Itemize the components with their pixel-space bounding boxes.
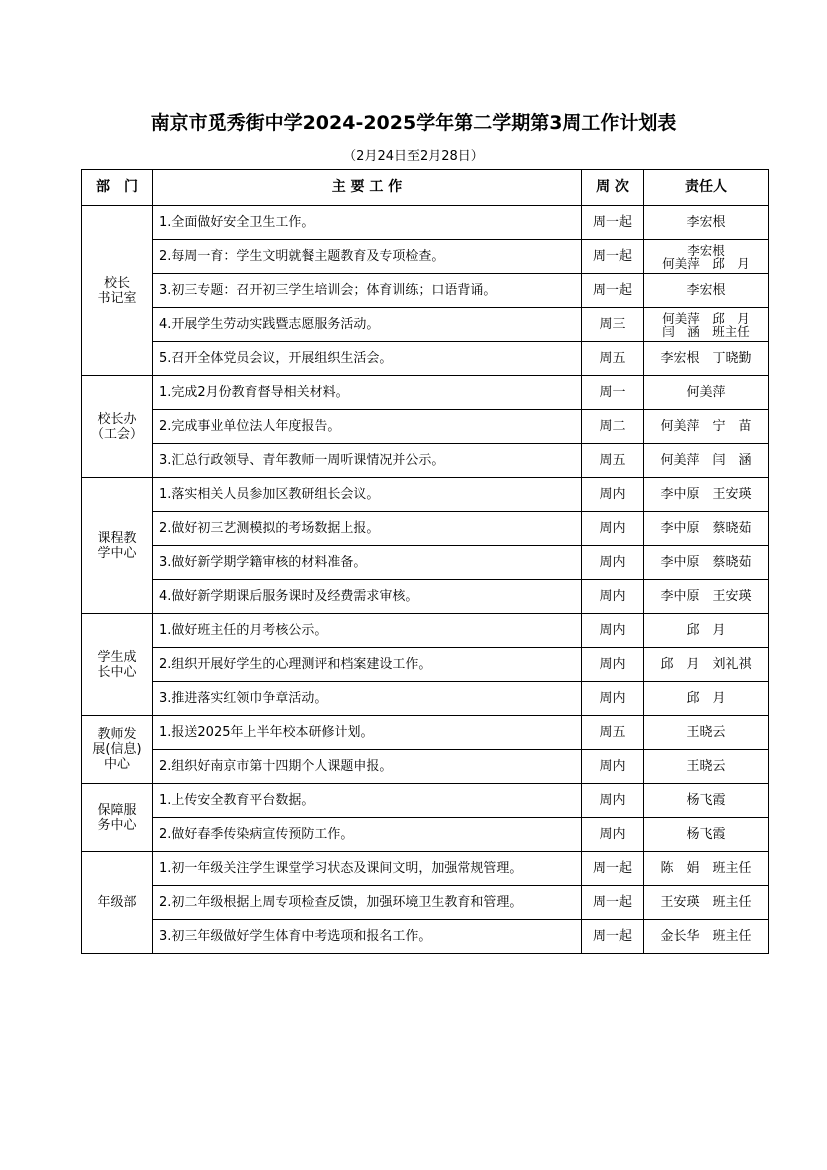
week-cell: 周内 bbox=[582, 546, 644, 580]
department-cell: 校长 书记室 bbox=[82, 206, 153, 376]
week-cell: 周内 bbox=[582, 580, 644, 614]
table-row bbox=[82, 614, 769, 648]
task-cell: 1.做好班主任的月考核公示。 bbox=[153, 614, 582, 648]
table-row bbox=[82, 274, 769, 308]
table-row bbox=[82, 750, 769, 784]
table-row bbox=[82, 410, 769, 444]
task-cell: 4.做好新学期课后服务课时及经费需求审核。 bbox=[153, 580, 582, 614]
table-row bbox=[82, 240, 769, 274]
table-row bbox=[82, 818, 769, 852]
task-cell: 2.初二年级根据上周专项检查反馈，加强环境卫生教育和管理。 bbox=[153, 886, 582, 920]
week-cell: 周一起 bbox=[582, 852, 644, 886]
responsible-cell: 陈 娟 班主任 bbox=[644, 852, 769, 886]
task-cell: 3.推进落实红领巾争章活动。 bbox=[153, 682, 582, 716]
week-cell: 周内 bbox=[582, 614, 644, 648]
task-cell: 1.报送2025年上半年校本研修计划。 bbox=[153, 716, 582, 750]
task-cell: 3.初三专题：召开初三学生培训会；体育训练；口语背诵。 bbox=[153, 274, 582, 308]
department-cell: 课程教 学中心 bbox=[82, 478, 153, 614]
department-cell: 保障服 务中心 bbox=[82, 784, 153, 852]
responsible-cell: 邱 月 刘礼祺 bbox=[644, 648, 769, 682]
task-cell: 2.组织开展好学生的心理测评和档案建设工作。 bbox=[153, 648, 582, 682]
responsible-cell: 金长华 班主任 bbox=[644, 920, 769, 954]
department-cell: 教师发 展(信息) 中心 bbox=[82, 716, 153, 784]
task-cell: 2.做好初三艺测模拟的考场数据上报。 bbox=[153, 512, 582, 546]
responsible-cell: 何美萍 邱 月 闫 涵 班主任 bbox=[644, 308, 769, 342]
week-cell: 周一起 bbox=[582, 240, 644, 274]
task-cell: 2.做好春季传染病宣传预防工作。 bbox=[153, 818, 582, 852]
task-cell: 3.初三年级做好学生体育中考选项和报名工作。 bbox=[153, 920, 582, 954]
table-row bbox=[82, 682, 769, 716]
responsible-cell: 杨飞霞 bbox=[644, 784, 769, 818]
responsible-cell: 李中原 王安瑛 bbox=[644, 478, 769, 512]
week-cell: 周五 bbox=[582, 342, 644, 376]
week-cell: 周三 bbox=[582, 308, 644, 342]
week-cell: 周五 bbox=[582, 716, 644, 750]
responsible-cell: 李宏根 bbox=[644, 274, 769, 308]
week-cell: 周一起 bbox=[582, 206, 644, 240]
responsible-cell: 李中原 王安瑛 bbox=[644, 580, 769, 614]
date-range-subtitle: （2月24日至2月28日） bbox=[343, 149, 484, 164]
task-cell: 1.全面做好安全卫生工作。 bbox=[153, 206, 582, 240]
task-cell: 3.做好新学期学籍审核的材料准备。 bbox=[153, 546, 582, 580]
responsible-cell: 邱 月 bbox=[644, 682, 769, 716]
table-row bbox=[82, 580, 769, 614]
responsible-cell: 何美萍 宁 苗 bbox=[644, 410, 769, 444]
header-resp: 责任人 bbox=[644, 170, 769, 206]
header-task: 主 要 工 作 bbox=[153, 170, 582, 206]
week-cell: 周五 bbox=[582, 444, 644, 478]
week-cell: 周内 bbox=[582, 478, 644, 512]
header-week: 周 次 bbox=[582, 170, 644, 206]
table-row bbox=[82, 648, 769, 682]
table-body bbox=[82, 206, 769, 954]
week-cell: 周一起 bbox=[582, 920, 644, 954]
task-cell: 1.初一年级关注学生课堂学习状态及课间文明，加强常规管理。 bbox=[153, 852, 582, 886]
week-cell: 周一 bbox=[582, 376, 644, 410]
table-row bbox=[82, 920, 769, 954]
table-row bbox=[82, 478, 769, 512]
week-cell: 周二 bbox=[582, 410, 644, 444]
table-row bbox=[82, 852, 769, 886]
responsible-cell: 李中原 蔡晓茹 bbox=[644, 546, 769, 580]
table-row bbox=[82, 444, 769, 478]
responsible-cell: 李宏根 bbox=[644, 206, 769, 240]
week-cell: 周一起 bbox=[582, 274, 644, 308]
table-row bbox=[82, 308, 769, 342]
responsible-cell: 王晓云 bbox=[644, 750, 769, 784]
week-cell: 周内 bbox=[582, 512, 644, 546]
responsible-cell: 李宏根 何美萍 邱 月 bbox=[644, 240, 769, 274]
task-cell: 5.召开全体党员会议，开展组织生活会。 bbox=[153, 342, 582, 376]
table-header-row bbox=[82, 170, 769, 206]
week-cell: 周内 bbox=[582, 818, 644, 852]
table-row bbox=[82, 784, 769, 818]
table-row bbox=[82, 376, 769, 410]
week-cell: 周内 bbox=[582, 648, 644, 682]
responsible-cell: 王晓云 bbox=[644, 716, 769, 750]
department-cell: 校长办 （工会） bbox=[82, 376, 153, 478]
table-row bbox=[82, 206, 769, 240]
responsible-cell: 何美萍 bbox=[644, 376, 769, 410]
responsible-cell: 王安瑛 班主任 bbox=[644, 886, 769, 920]
task-cell: 2.完成事业单位法人年度报告。 bbox=[153, 410, 582, 444]
task-cell: 3.汇总行政领导、青年教师一周听课情况并公示。 bbox=[153, 444, 582, 478]
table-row bbox=[82, 716, 769, 750]
department-cell: 年级部 bbox=[82, 852, 153, 954]
task-cell: 4.开展学生劳动实践暨志愿服务活动。 bbox=[153, 308, 582, 342]
task-cell: 1.完成2月份教育督导相关材料。 bbox=[153, 376, 582, 410]
task-cell: 1.落实相关人员参加区教研组长会议。 bbox=[153, 478, 582, 512]
week-cell: 周内 bbox=[582, 750, 644, 784]
task-cell: 1.上传安全教育平台数据。 bbox=[153, 784, 582, 818]
table-row bbox=[82, 342, 769, 376]
responsible-cell: 何美萍 闫 涵 bbox=[644, 444, 769, 478]
week-cell: 周内 bbox=[582, 682, 644, 716]
department-cell: 学生成 长中心 bbox=[82, 614, 153, 716]
work-plan-table bbox=[81, 169, 769, 954]
header-dept: 部 门 bbox=[82, 170, 153, 206]
week-cell: 周一起 bbox=[582, 886, 644, 920]
page-title: 南京市觅秀街中学2024-2025学年第二学期第3周工作计划表 bbox=[150, 112, 677, 134]
task-cell: 2.每周一育：学生文明就餐主题教育及专项检查。 bbox=[153, 240, 582, 274]
table-row bbox=[82, 546, 769, 580]
week-cell: 周内 bbox=[582, 784, 644, 818]
responsible-cell: 李宏根 丁晓勤 bbox=[644, 342, 769, 376]
table-row bbox=[82, 886, 769, 920]
responsible-cell: 李中原 蔡晓茹 bbox=[644, 512, 769, 546]
responsible-cell: 杨飞霞 bbox=[644, 818, 769, 852]
task-cell: 2.组织好南京市第十四期个人课题申报。 bbox=[153, 750, 582, 784]
responsible-cell: 邱 月 bbox=[644, 614, 769, 648]
table-row bbox=[82, 512, 769, 546]
